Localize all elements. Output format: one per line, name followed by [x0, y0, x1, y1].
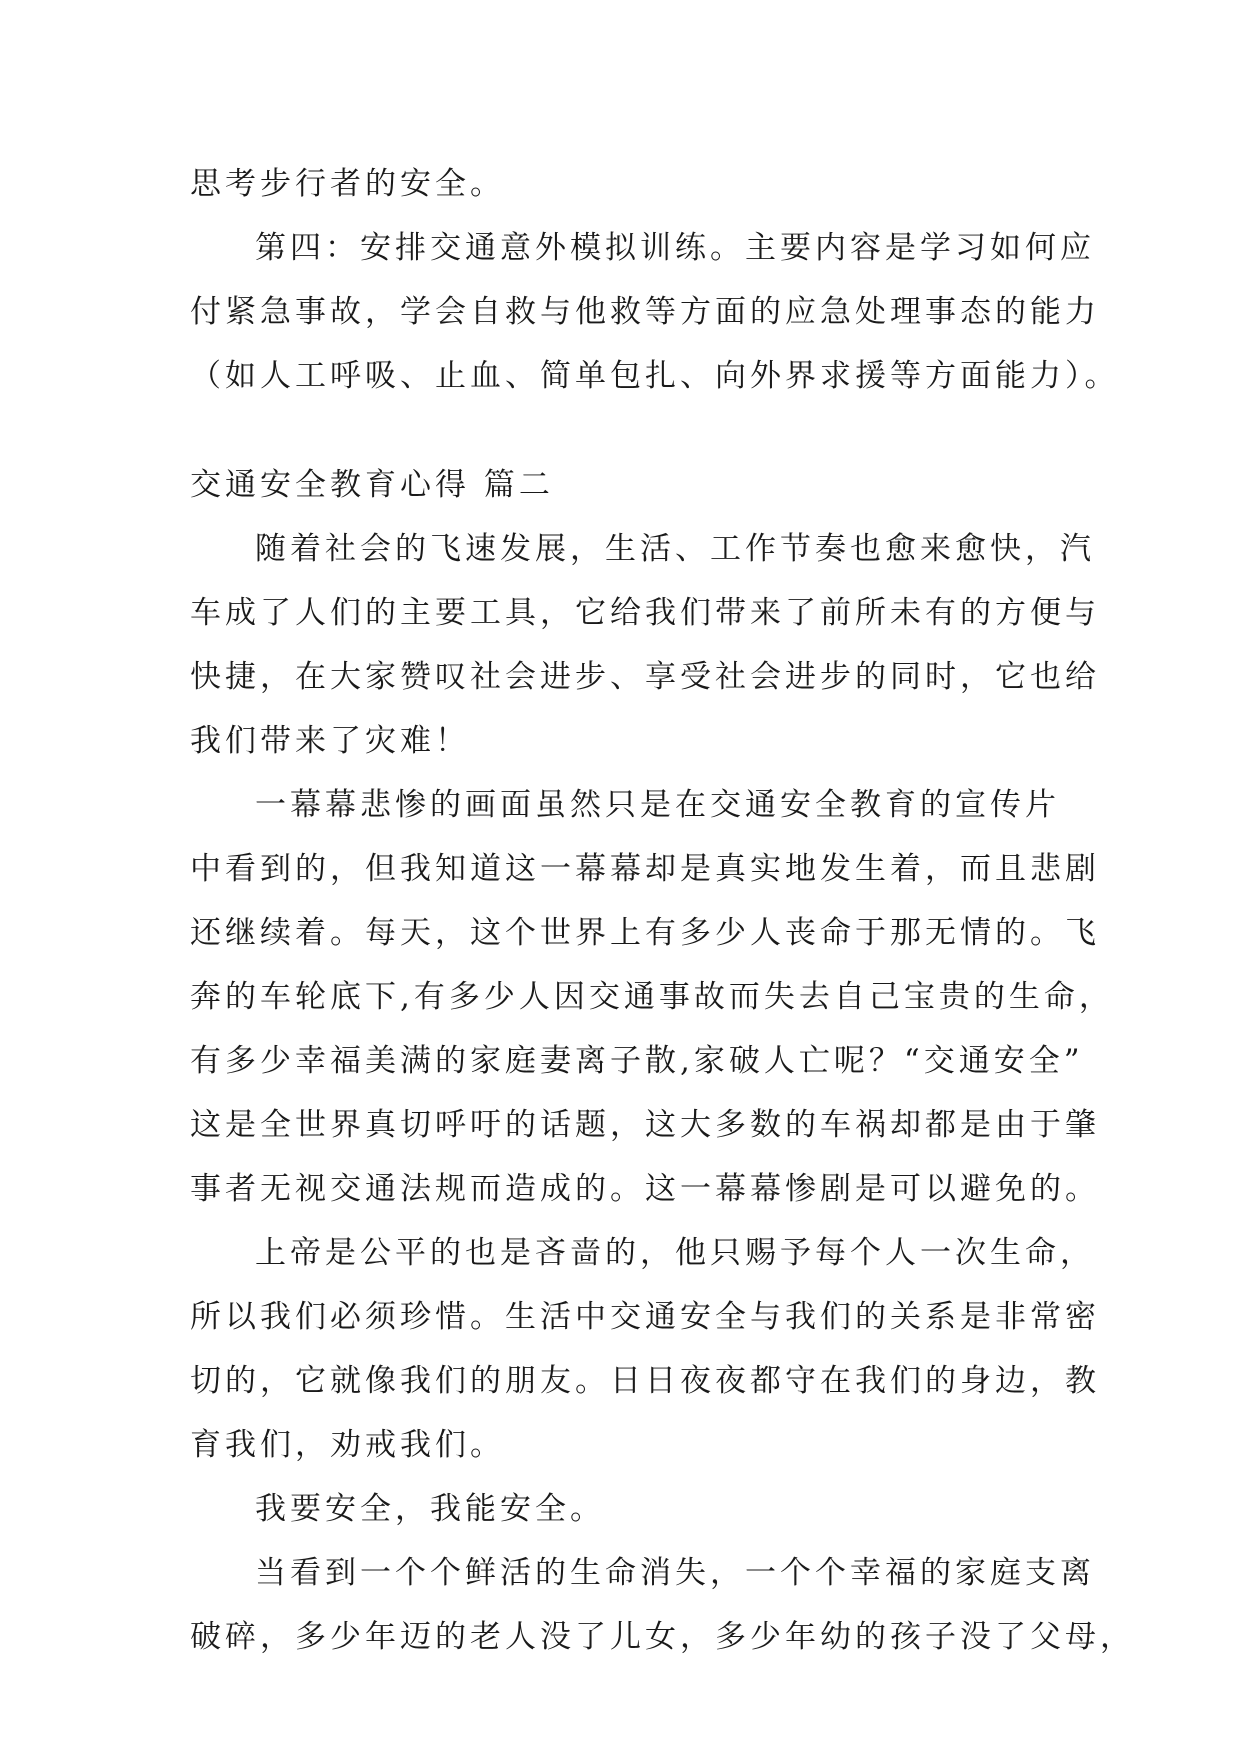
text-line: 付紧急事故，学会自救与他救等方面的应急处理事态的能力	[190, 294, 1100, 330]
text-line: 育我们，劝戒我们。	[190, 1427, 505, 1463]
text-line: （如人工呼吸、止血、简单包扎、向外界求援等方面能力）。	[190, 358, 1120, 394]
paragraph-first-line: 随着社会的飞速发展，生活、工作节奏也愈来愈快，汽	[255, 531, 1095, 567]
text-line: 这是全世界真切呼吁的话题，这大多数的车祸却都是由于肇	[190, 1107, 1100, 1143]
paragraph-first-line: 第四：安排交通意外模拟训练。主要内容是学习如何应	[255, 230, 1095, 266]
text-line: 切的，它就像我们的朋友。日日夜夜都守在我们的身边，教	[190, 1363, 1100, 1399]
text-line: 所以我们必须珍惜。生活中交通安全与我们的关系是非常密	[190, 1299, 1100, 1335]
text-line: 有多少幸福美满的家庭妻离子散,家破人亡呢？“交通安全”	[190, 1043, 1084, 1079]
text-line: 奔的车轮底下,有多少人因交通事故而失去自己宝贵的生命，	[190, 979, 1114, 1015]
section-heading: 交通安全教育心得 篇二	[190, 467, 554, 503]
text-line: 思考步行者的安全。	[190, 166, 505, 202]
paragraph-first-line: 我要安全，我能安全。	[255, 1491, 605, 1527]
text-line: 车成了人们的主要工具，它给我们带来了前所未有的方便与	[190, 595, 1100, 631]
text-line: 事者无视交通法规而造成的。这一幕幕惨剧是可以避免的。	[190, 1171, 1100, 1207]
text-line: 快捷，在大家赞叹社会进步、享受社会进步的同时，它也给	[190, 659, 1100, 695]
text-line: 还继续着。每天，这个世界上有多少人丧命于那无情的。飞	[190, 915, 1100, 951]
paragraph-first-line: 当看到一个个鲜活的生命消失，一个个幸福的家庭支离	[255, 1555, 1095, 1591]
text-line: 中看到的，但我知道这一幕幕却是真实地发生着，而且悲剧	[190, 851, 1100, 887]
paragraph-first-line: 上帝是公平的也是吝啬的，他只赐予每个人一次生命，	[255, 1235, 1095, 1271]
paragraph-first-line: 一幕幕悲惨的画面虽然只是在交通安全教育的宣传片	[255, 787, 1060, 823]
text-line: 破碎，多少年迈的老人没了儿女，多少年幼的孩子没了父母，	[190, 1619, 1135, 1655]
text-line: 我们带来了灾难！	[190, 723, 470, 759]
